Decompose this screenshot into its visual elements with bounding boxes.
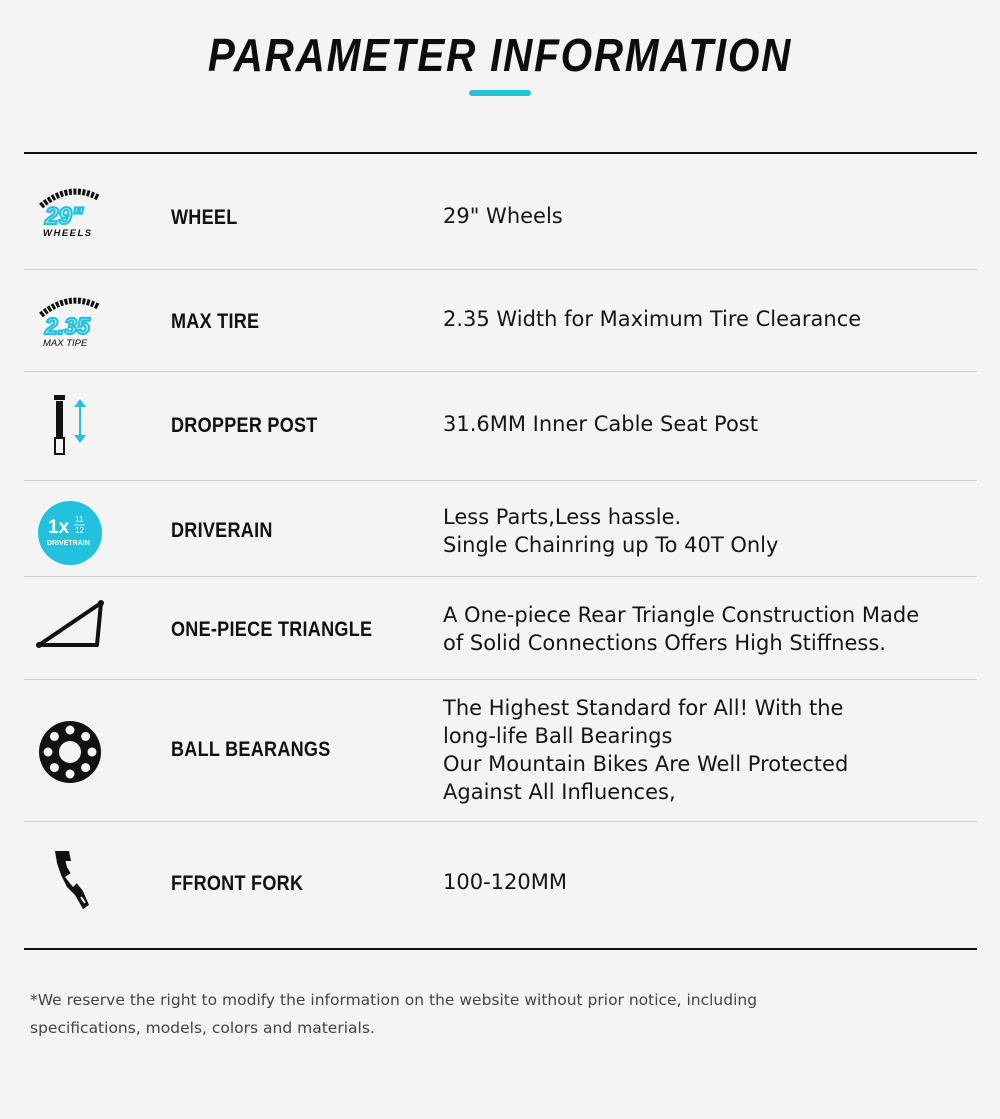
max-tire-icon: [24, 270, 116, 371]
spec-label: BALL BEARANGS: [171, 738, 331, 761]
drivetrain-icon-bottom: 12: [75, 526, 84, 535]
spec-row-dropper-post: [24, 372, 977, 480]
drivetrain-icon-caption: DRIVETRAIN: [47, 540, 90, 547]
spec-value: [443, 868, 973, 896]
dropper-post-icon: [24, 372, 116, 480]
spec-value: [443, 694, 973, 806]
spec-label: DROPPER POST: [171, 414, 318, 437]
spec-label: WHEEL: [171, 206, 238, 229]
spec-value-line: Our Mountain Bikes Are Well Protected: [443, 752, 849, 776]
spec-row-drivetrain: [24, 481, 977, 576]
spec-value-line: 29" Wheels: [443, 204, 563, 228]
wheel-29-icon: [24, 154, 116, 269]
tire-icon-caption: MAX TIPE: [43, 337, 88, 349]
drivetrain-icon-ratio: 1x: [48, 517, 70, 538]
spec-row-triangle: [24, 577, 977, 679]
page-title: PARAMETER INFORMATION: [207, 29, 793, 81]
spec-value-line: The Highest Standard for All! With the: [443, 696, 844, 720]
spec-value-line: long-life Ball Bearings: [443, 724, 673, 748]
spec-row-max-tire: [24, 270, 977, 371]
spec-label: DRIVERAIN: [171, 519, 273, 542]
spec-value-line: Less Parts,Less hassle.: [443, 505, 682, 529]
disclaimer-note: [30, 986, 930, 1042]
spec-value: [443, 410, 973, 438]
spec-value-line: A One-piece Rear Triangle Construction Made: [443, 603, 920, 627]
spec-value-line: of Solid Connections Offers High Stiffness.: [443, 631, 886, 655]
spec-row-wheel: [24, 154, 977, 269]
title-underline: [469, 90, 531, 96]
spec-row-front-fork: [24, 822, 977, 948]
spec-value-line: Single Chainring up To 40T Only: [443, 533, 779, 557]
spec-value-line: 2.35 Width for Maximum Tire Clearance: [443, 307, 862, 331]
disclaimer-line: *We reserve the right to modify the information on the website without prior notice, including: [30, 991, 758, 1009]
spec-value: [443, 503, 973, 559]
drivetrain-icon-top: 11: [75, 515, 84, 524]
drivetrain-icon: [24, 481, 116, 585]
spec-value: [443, 305, 973, 333]
spec-row-ball-bearings: [24, 680, 977, 821]
spec-value: [443, 202, 973, 230]
front-fork-icon: [24, 822, 116, 938]
tire-icon-number: 2.35: [45, 312, 90, 339]
disclaimer-line: specifications, models, colors and materials.: [30, 1019, 375, 1037]
spec-value-line: Against All Influences,: [443, 780, 676, 804]
table-bottom-rule: [24, 948, 977, 950]
spec-label: FFRONT FORK: [171, 872, 304, 895]
spec-value-line: 100-120MM: [443, 870, 567, 894]
wheel-icon-number: 29": [45, 202, 84, 230]
spec-label: ONE-PIECE TRIANGLE: [171, 618, 373, 641]
wheel-icon-caption: WHEELS: [43, 227, 93, 239]
spec-label: MAX TIRE: [171, 310, 260, 333]
triangle-frame-icon: [24, 577, 116, 677]
spec-value: [443, 601, 973, 657]
spec-value-line: 31.6MM Inner Cable Seat Post: [443, 412, 758, 436]
ball-bearing-icon: [24, 680, 116, 824]
